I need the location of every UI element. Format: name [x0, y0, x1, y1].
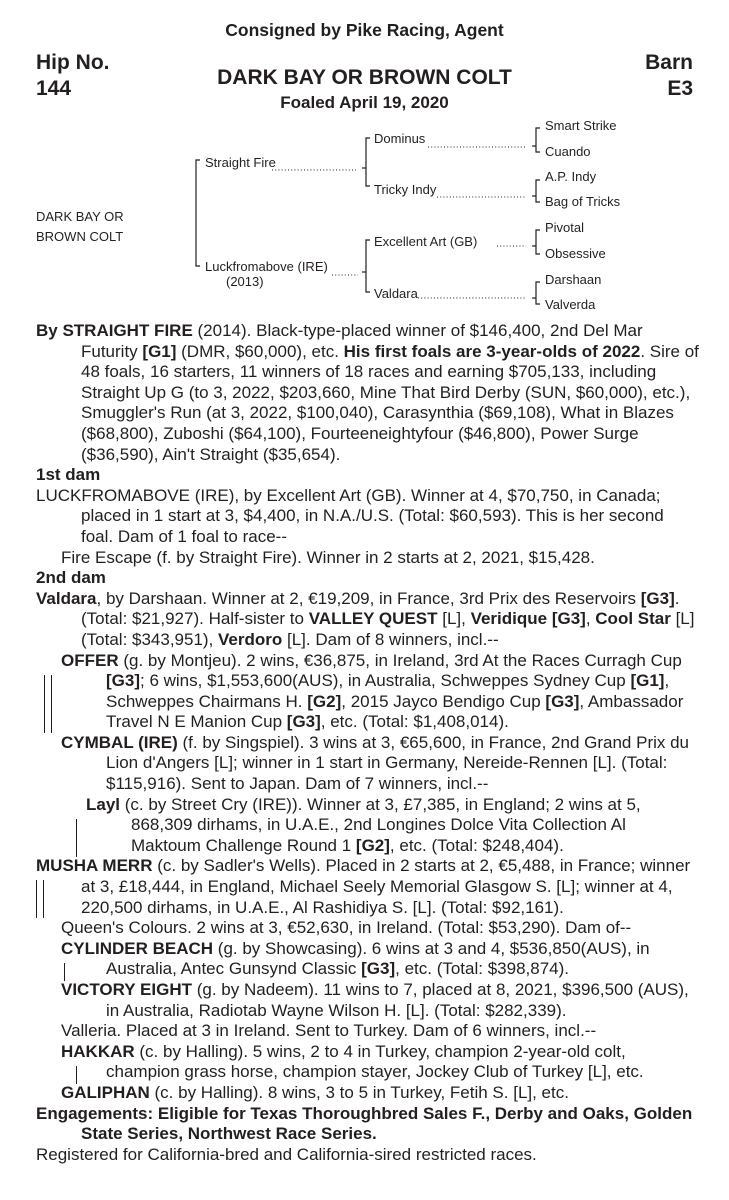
sire-paragraph: [36, 321, 700, 465]
grade-badge: [G3]: [361, 959, 396, 979]
victory-eight-text: (g. by Nadeem). 11 wins to 7, placed at 8, 2021, $396,500 (AUS), in Australia, Radiotab Wayne Wilson H. [L]. (Total: $282,339).: [106, 980, 689, 1020]
grade-badge: [G3]: [545, 691, 580, 711]
layl-name: Layl: [86, 794, 121, 814]
veridique: Veridique [G3]: [470, 609, 586, 629]
first-dam-foal: Fire Escape (f. by Straight Fire). Winner in 2 starts at 2, 2021, $15,428.: [61, 547, 595, 567]
catalog-body: [36, 321, 700, 1165]
valdara-text-5: [L]. Dam of 8 winners, incl.--: [282, 629, 499, 649]
valdara-name: Valdara: [36, 588, 97, 608]
pedigree-g8: Valverda: [545, 297, 596, 312]
offer-name: OFFER: [61, 650, 119, 670]
pedigree-subject-line-2: BROWN COLT: [36, 229, 124, 244]
pedigree-subject: [36, 207, 124, 247]
consignor-line: Consigned by Pike Racing, Agent: [225, 20, 504, 40]
produce-bar: [76, 1066, 77, 1084]
hakkar-entry: [36, 1042, 700, 1083]
cylinder-beach-name: CYLINDER BEACH: [61, 938, 214, 958]
sire-text-2: (DMR, $60,000), etc.: [176, 341, 344, 361]
cymbal-text: (f. by Singspiel). 3 wins at 3, €65,600, in France, 2nd Grand Prix du Lion d'Angers [L]; winner in 1 start in Germany, Nereide-Rennen [L]. (Total: $115,916). Sent to Japan. Dam of 7 winners, incl.--: [106, 732, 690, 794]
cool-star: Cool Star: [595, 609, 671, 629]
grade-badge: [G1]: [142, 341, 177, 361]
pedigree-g1: Smart Strike: [545, 118, 617, 133]
layl-text-2: , etc. (Total: $248,404).: [389, 835, 564, 855]
grade-badge: [G3]: [640, 588, 675, 608]
hakkar-paragraph: [36, 1042, 700, 1083]
cylinder-beach-text-2: , etc. (Total: $398,874).: [395, 959, 570, 979]
galiphan-paragraph: [36, 1083, 700, 1104]
pedigree-g2: Cuando: [545, 144, 591, 159]
hip-label: Hip No.: [36, 51, 110, 74]
produce-bar: [76, 819, 77, 857]
layl-text-1: (c. by Street Cry (IRE)). Winner at 3, £7,385, in England; 2 wins at 5, 868,309 dirhams, in U.A.E., 2nd Longines Dolce Vita Collection Al Maktoum Challenge Round 1: [120, 794, 641, 855]
offer-text-5: , Ambassador Travel N E Manion Cup: [106, 691, 684, 732]
galiphan-name: GALIPHAN: [61, 1082, 150, 1102]
pedigree-subject-line-1: DARK BAY OR: [36, 209, 124, 224]
pedigree-g5: Pivotal: [545, 220, 585, 235]
musha-merr-name: MUSHA MERR: [36, 856, 153, 876]
pedigree-g6: Obsessive: [545, 246, 606, 261]
hakkar-name: HAKKAR: [61, 1041, 135, 1061]
layl-entry: [36, 795, 700, 857]
pedigree-dam: Luckfromabove (IRE): [205, 259, 328, 274]
pedigree-dam-sire: Excellent Art (GB): [374, 234, 478, 249]
valley-quest: VALLEY QUEST: [308, 609, 438, 629]
pedigree-g3: A.P. Indy: [545, 169, 597, 184]
offer-text-4: , 2015 Jayco Bendigo Cup: [341, 691, 546, 711]
offer-text-6: , etc. (Total: $1,408,014).: [320, 712, 509, 732]
produce-bar: [36, 880, 37, 918]
verdoro: Verdoro: [218, 629, 283, 649]
valdara-comma: ,: [585, 609, 596, 629]
sire-text-1: (2014). Black-type-placed winner of $146,400, 2nd Del Mar Futurity: [81, 321, 643, 361]
sire-lead: By STRAIGHT FIRE: [36, 321, 193, 340]
pedigree-sire-sire: Dominus: [374, 131, 426, 146]
grade-badge: [G3]: [106, 671, 140, 691]
produce-bar: [43, 880, 44, 918]
cylinder-beach-entry: [36, 939, 700, 980]
sire-first-foals: His first foals are 3-year-olds of 2022: [343, 341, 641, 361]
pedigree-sire-dam: Tricky Indy: [374, 182, 437, 197]
queens-colours: Queen's Colours. 2 wins at 3, €52,630, in Ireland. (Total: $53,290). Dam of--: [61, 918, 632, 938]
cylinder-beach-paragraph: [36, 939, 700, 980]
grade-badge: [G2]: [307, 691, 342, 711]
valdara-paragraph: [36, 589, 700, 651]
grade-badge: [G3]: [286, 712, 321, 732]
first-dam-text: LUCKFROMABOVE (IRE), by Excellent Art (GB). Winner at 4, $70,750, in Canada; placed in 1 start at 3, $4,400, in N.A./U.S. (Total: $60,593). This is her second foal. Dam of 1 foal to race--: [36, 485, 664, 546]
hip-number: 144: [36, 77, 72, 100]
registered-note: Registered for California-bred and California-sired restricted races.: [36, 1144, 537, 1164]
offer-entry: [36, 651, 700, 733]
offer-text-2: ; 6 wins, $1,553,600(AUS), in Australia, Schweppes Sydney Cup: [140, 671, 631, 691]
grade-badge: [G1]: [630, 671, 665, 691]
produce-bar: [64, 963, 65, 981]
produce-bar: [44, 675, 45, 733]
sire-text-3: . Sire of 48 foals, 16 starters, 11 winners of 18 races and earning $705,133, including Straight Up G (to 3, 2022, $203,660, Mine That Bird Derby (SUN, $60,000), etc.), Smuggler's Run (at 3, 2022, $100,040), Carasynthia ($69,108), What in Blazes ($68,800), Zuboshi ($64,100), Fourteeneightyfour ($46,800), Power Surge ($36,590), Ain't Straight ($35,654).: [81, 341, 699, 464]
offer-text-3: , Schweppes Chairmans H.: [106, 671, 670, 711]
first-dam-heading: 1st dam: [36, 465, 101, 485]
valdara-text-2: . (Total: $21,927). Half-sister to: [81, 588, 680, 629]
engagements: Engagements: Eligible for Texas Thoroughbred Sales F., Derby and Oaks, Golden State Series, Northwest Race Series.: [36, 1103, 693, 1144]
cylinder-beach-text-1: (g. by Showcasing). 6 wins at 3 and 4, $536,850(AUS), in Australia, Antec Gunsynd Classic: [106, 938, 650, 979]
pedigree-dam-year: (2013): [226, 274, 264, 289]
valdara-text-1: , by Darshaan. Winner at 2, €19,209, in France, 3rd Prix des Reservoirs: [96, 588, 641, 608]
offer-text-1: (g. by Montjeu). 2 wins, €36,875, in Ireland, 3rd At the Races Curragh Cup: [118, 650, 682, 670]
horse-title: DARK BAY OR BROWN COLT: [217, 66, 512, 89]
musha-merr-text: (c. by Sadler's Wells). Placed in 2 starts at 2, €5,488, in France; winner at 3, £18,444, in England, Michael Seely Memorial Glasgow S. [L]; winner at 4, 220,500 dirhams, in U.A.E., Al Rashidiya S. [L]. (Total: $92,161).: [81, 856, 691, 917]
victory-eight-paragraph: [36, 980, 700, 1021]
barn-label: Barn: [645, 51, 693, 74]
musha-merr-paragraph: [36, 856, 700, 918]
second-dam-heading: 2nd dam: [36, 568, 106, 588]
offer-paragraph: [36, 651, 700, 733]
valdara-text-3: [L],: [437, 609, 471, 629]
musha-merr-entry: [36, 856, 700, 918]
valleria: Valleria. Placed at 3 in Ireland. Sent to Turkey. Dam of 6 winners, incl.--: [61, 1021, 597, 1041]
foaled-date: Foaled April 19, 2020: [280, 93, 449, 112]
pedigree-sire: Straight Fire: [205, 155, 276, 170]
hakkar-text: (c. by Halling). 5 wins, 2 to 4 in Turkey, champion 2-year-old colt, champion grass horse, champion stayer, Jockey Club of Turkey [L], etc.: [106, 1041, 644, 1082]
galiphan-text: (c. by Halling). 8 wins, 3 to 5 in Turkey, Fetih S. [L], etc.: [149, 1082, 569, 1102]
produce-bar: [51, 675, 52, 733]
pedigree-g7: Darshaan: [545, 272, 602, 287]
pedigree-lines: [0, 0, 729, 330]
layl-paragraph: [36, 795, 700, 857]
cymbal-entry: [36, 733, 700, 857]
valdara-text-4: [L] (Total: $343,951),: [81, 609, 695, 649]
pedigree-dam-dam: Valdara: [374, 286, 418, 301]
grade-badge: [G2]: [355, 835, 390, 855]
victory-eight-name: VICTORY EIGHT: [61, 980, 192, 999]
cymbal-paragraph: [36, 733, 700, 795]
barn-number: E3: [667, 77, 693, 100]
pedigree-g4: Bag of Tricks: [545, 194, 621, 209]
cymbal-name: CYMBAL (IRE): [61, 732, 178, 752]
